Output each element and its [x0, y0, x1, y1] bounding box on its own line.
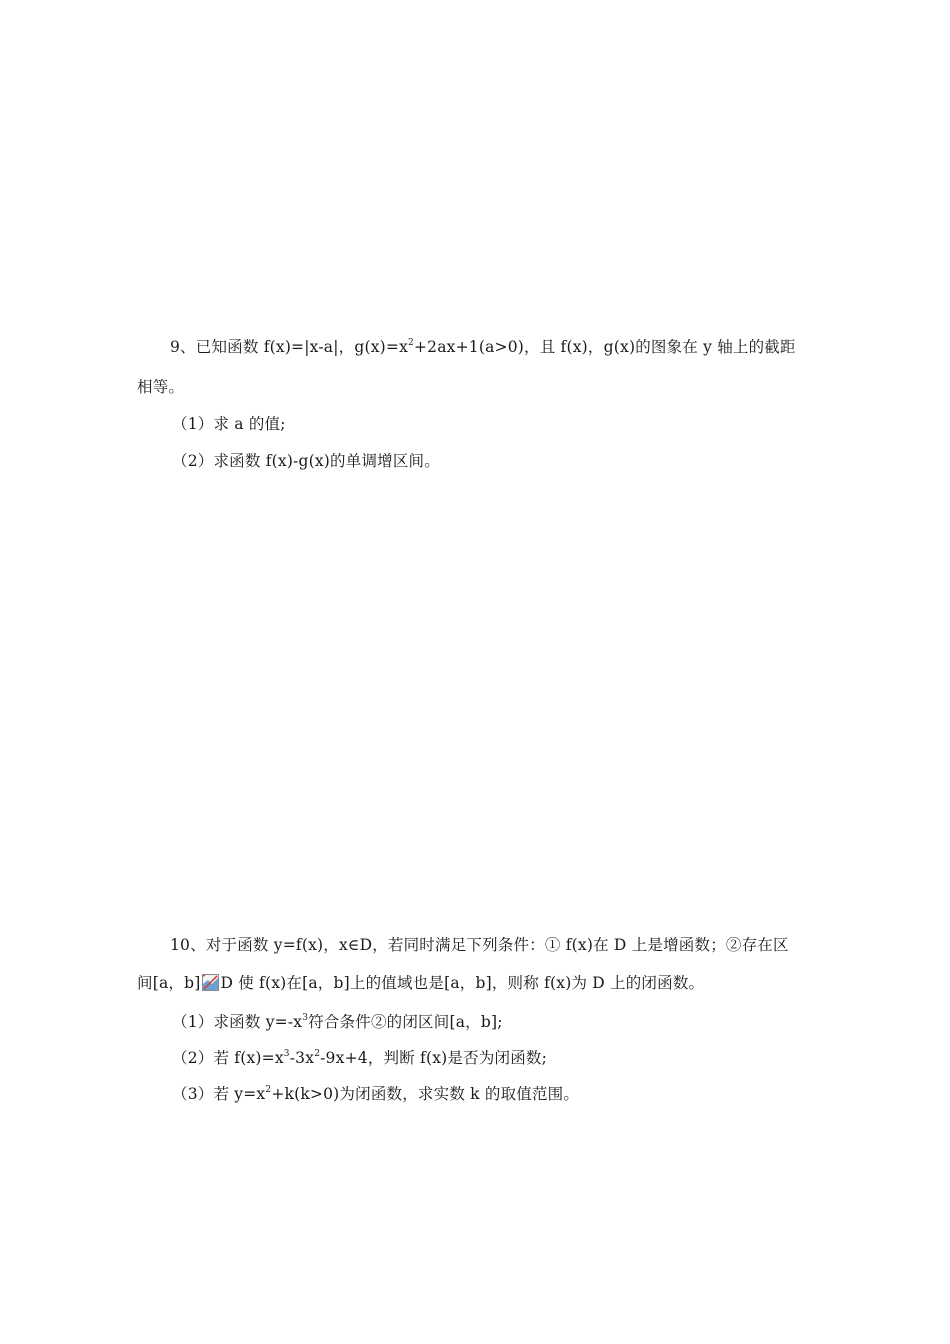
q9-line2: 相等。 — [137, 378, 185, 396]
q10-part3 — [172, 1084, 579, 1104]
q10-part2-exponent-2: 2 — [314, 1048, 321, 1059]
q10-part3-text-a: （3）若 y=x — [172, 1085, 266, 1103]
q10-part2-text-a: （2）若 f(x)=x — [172, 1049, 284, 1067]
q10-part2-text-c: -9x+4，判断 f(x)是否为闭函数; — [320, 1049, 548, 1067]
q10-part3-exponent: 2 — [265, 1084, 272, 1095]
q10-part2 — [172, 1048, 547, 1068]
broken-image-icon — [202, 974, 219, 991]
q10-part2-exponent-1: 3 — [283, 1048, 290, 1059]
q9-line1-text-a: 9、已知函数 f(x)=|x-a|，g(x)=x — [170, 338, 409, 356]
q10-line1: 10、对于函数 y=f(x)，x∈D，若同时满足下列条件：① f(x)在 D 上是增函数；②存在区 — [170, 936, 789, 954]
q10-part1-text-b: 符合条件②的闭区间[a，b]; — [308, 1013, 503, 1031]
q9-exponent: 2 — [408, 337, 414, 348]
q9-line1 — [170, 337, 796, 357]
q10-part2-text-b: -3x — [289, 1049, 315, 1067]
q10-part1-text-a: （1）求函数 y=-x — [172, 1013, 303, 1031]
q9-line1-text-b: +2ax+1(a>0)，且 f(x)，g(x)的图象在 y 轴上的截距 — [413, 338, 796, 356]
q10-part1 — [172, 1012, 503, 1032]
q10-part1-exponent: 3 — [302, 1012, 309, 1023]
q9-part1: （1）求 a 的值; — [172, 415, 286, 433]
q10-line2-text-b: D 使 f(x)在[a，b]上的值域也是[a，b]，则称 f(x)为 D 上的闭函数。 — [220, 974, 705, 992]
q10-line2-text-a: 间[a，b] — [137, 974, 201, 992]
q9-part2: （2）求函数 f(x)-g(x)的单调增区间。 — [172, 452, 440, 470]
q10-line2 — [137, 973, 704, 993]
q10-part3-text-b: +k(k>0)为闭函数，求实数 k 的取值范围。 — [271, 1085, 580, 1103]
